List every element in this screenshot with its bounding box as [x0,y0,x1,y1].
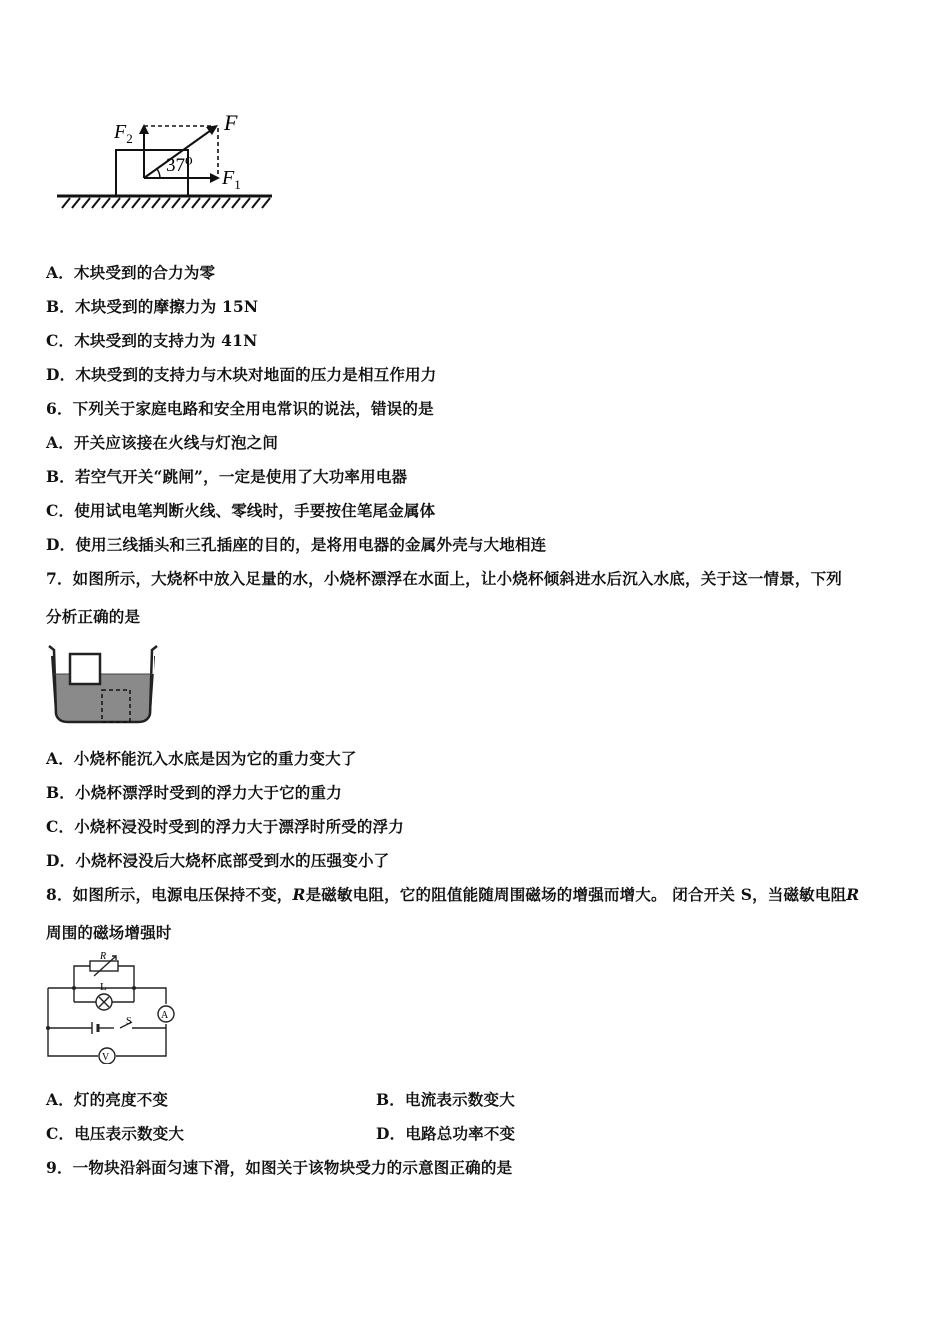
q7-stem-line2: 分析正确的是 [46,607,141,626]
circuit-r-label: R [100,952,107,962]
q7-option-b: B．小烧杯漂浮时受到的浮力大于它的重力 [46,783,342,802]
q6-option-b: B．若空气开关“跳闸”，一定是使用了大功率用电器 [46,467,408,486]
circuit-l-label: L [100,981,107,993]
q5-option-b: B．木块受到的摩擦力为 15N [46,297,259,316]
q7-option-d: D．小烧杯浸没后大烧杯底部受到水的压强变小了 [46,851,390,870]
q5-option-a: A．木块受到的合力为零 [46,263,216,282]
q6-option-d: D．使用三线插头和三孔插座的目的，是将用电器的金属外壳与大地相连 [46,535,547,554]
q8-stem-line1: 8．如图所示，电源电压保持不变，R是磁敏电阻，它的阻值能随周围磁场的增强而增大。 闭合开关 S，当磁敏电阻R [46,885,860,904]
f-label: F [224,110,238,135]
f2-label: $F_2$ [114,121,133,146]
q6-option-a: A．开关应该接在火线与灯泡之间 [46,433,279,452]
q7-stem-line1: 7．如图所示，大烧杯中放入足量的水，小烧杯漂浮在水面上，让小烧杯倾斜进水后沉入水底，关于这一情景，下列 [46,569,842,588]
q8-option-d: D．电路总功率不变 [376,1124,516,1143]
q5-option-d: D．木块受到的支持力与木块对地面的压力是相互作用力 [46,365,437,384]
circuit-s-label: S [126,1016,132,1027]
q7-option-a: A．小烧杯能沉入水底是因为它的重力变大了 [46,749,357,768]
q8-option-c: C．电压表示数变大 [46,1124,185,1143]
f1-label: $F_1$ [222,167,241,192]
q8-option-b: B．电流表示数变大 [376,1090,515,1109]
circuit-v-label: V [102,1052,110,1063]
q9-stem: 9．一物块沿斜面匀速下滑，如图关于该物块受力的示意图正确的是 [46,1158,513,1177]
q8-option-a: A．灯的亮度不变 [46,1090,169,1109]
angle-label: 37⁰ [166,155,193,176]
force-diagram [52,108,282,218]
q7-option-c: C．小烧杯浸没时受到的浮力大于漂浮时所受的浮力 [46,817,404,836]
q6-stem: 6．下列关于家庭电路和安全用电常识的说法，错误的是 [46,399,434,418]
circuit-diagram [44,952,180,1064]
q6-option-c: C．使用试电笔判断火线、零线时，手要按住笔尾金属体 [46,501,436,520]
q8-stem-line2: 周围的磁场增强时 [46,923,172,942]
beaker-diagram [46,640,158,726]
circuit-a-label: A [161,1010,169,1021]
q5-option-c: C．木块受到的支持力为 41N [46,331,258,350]
